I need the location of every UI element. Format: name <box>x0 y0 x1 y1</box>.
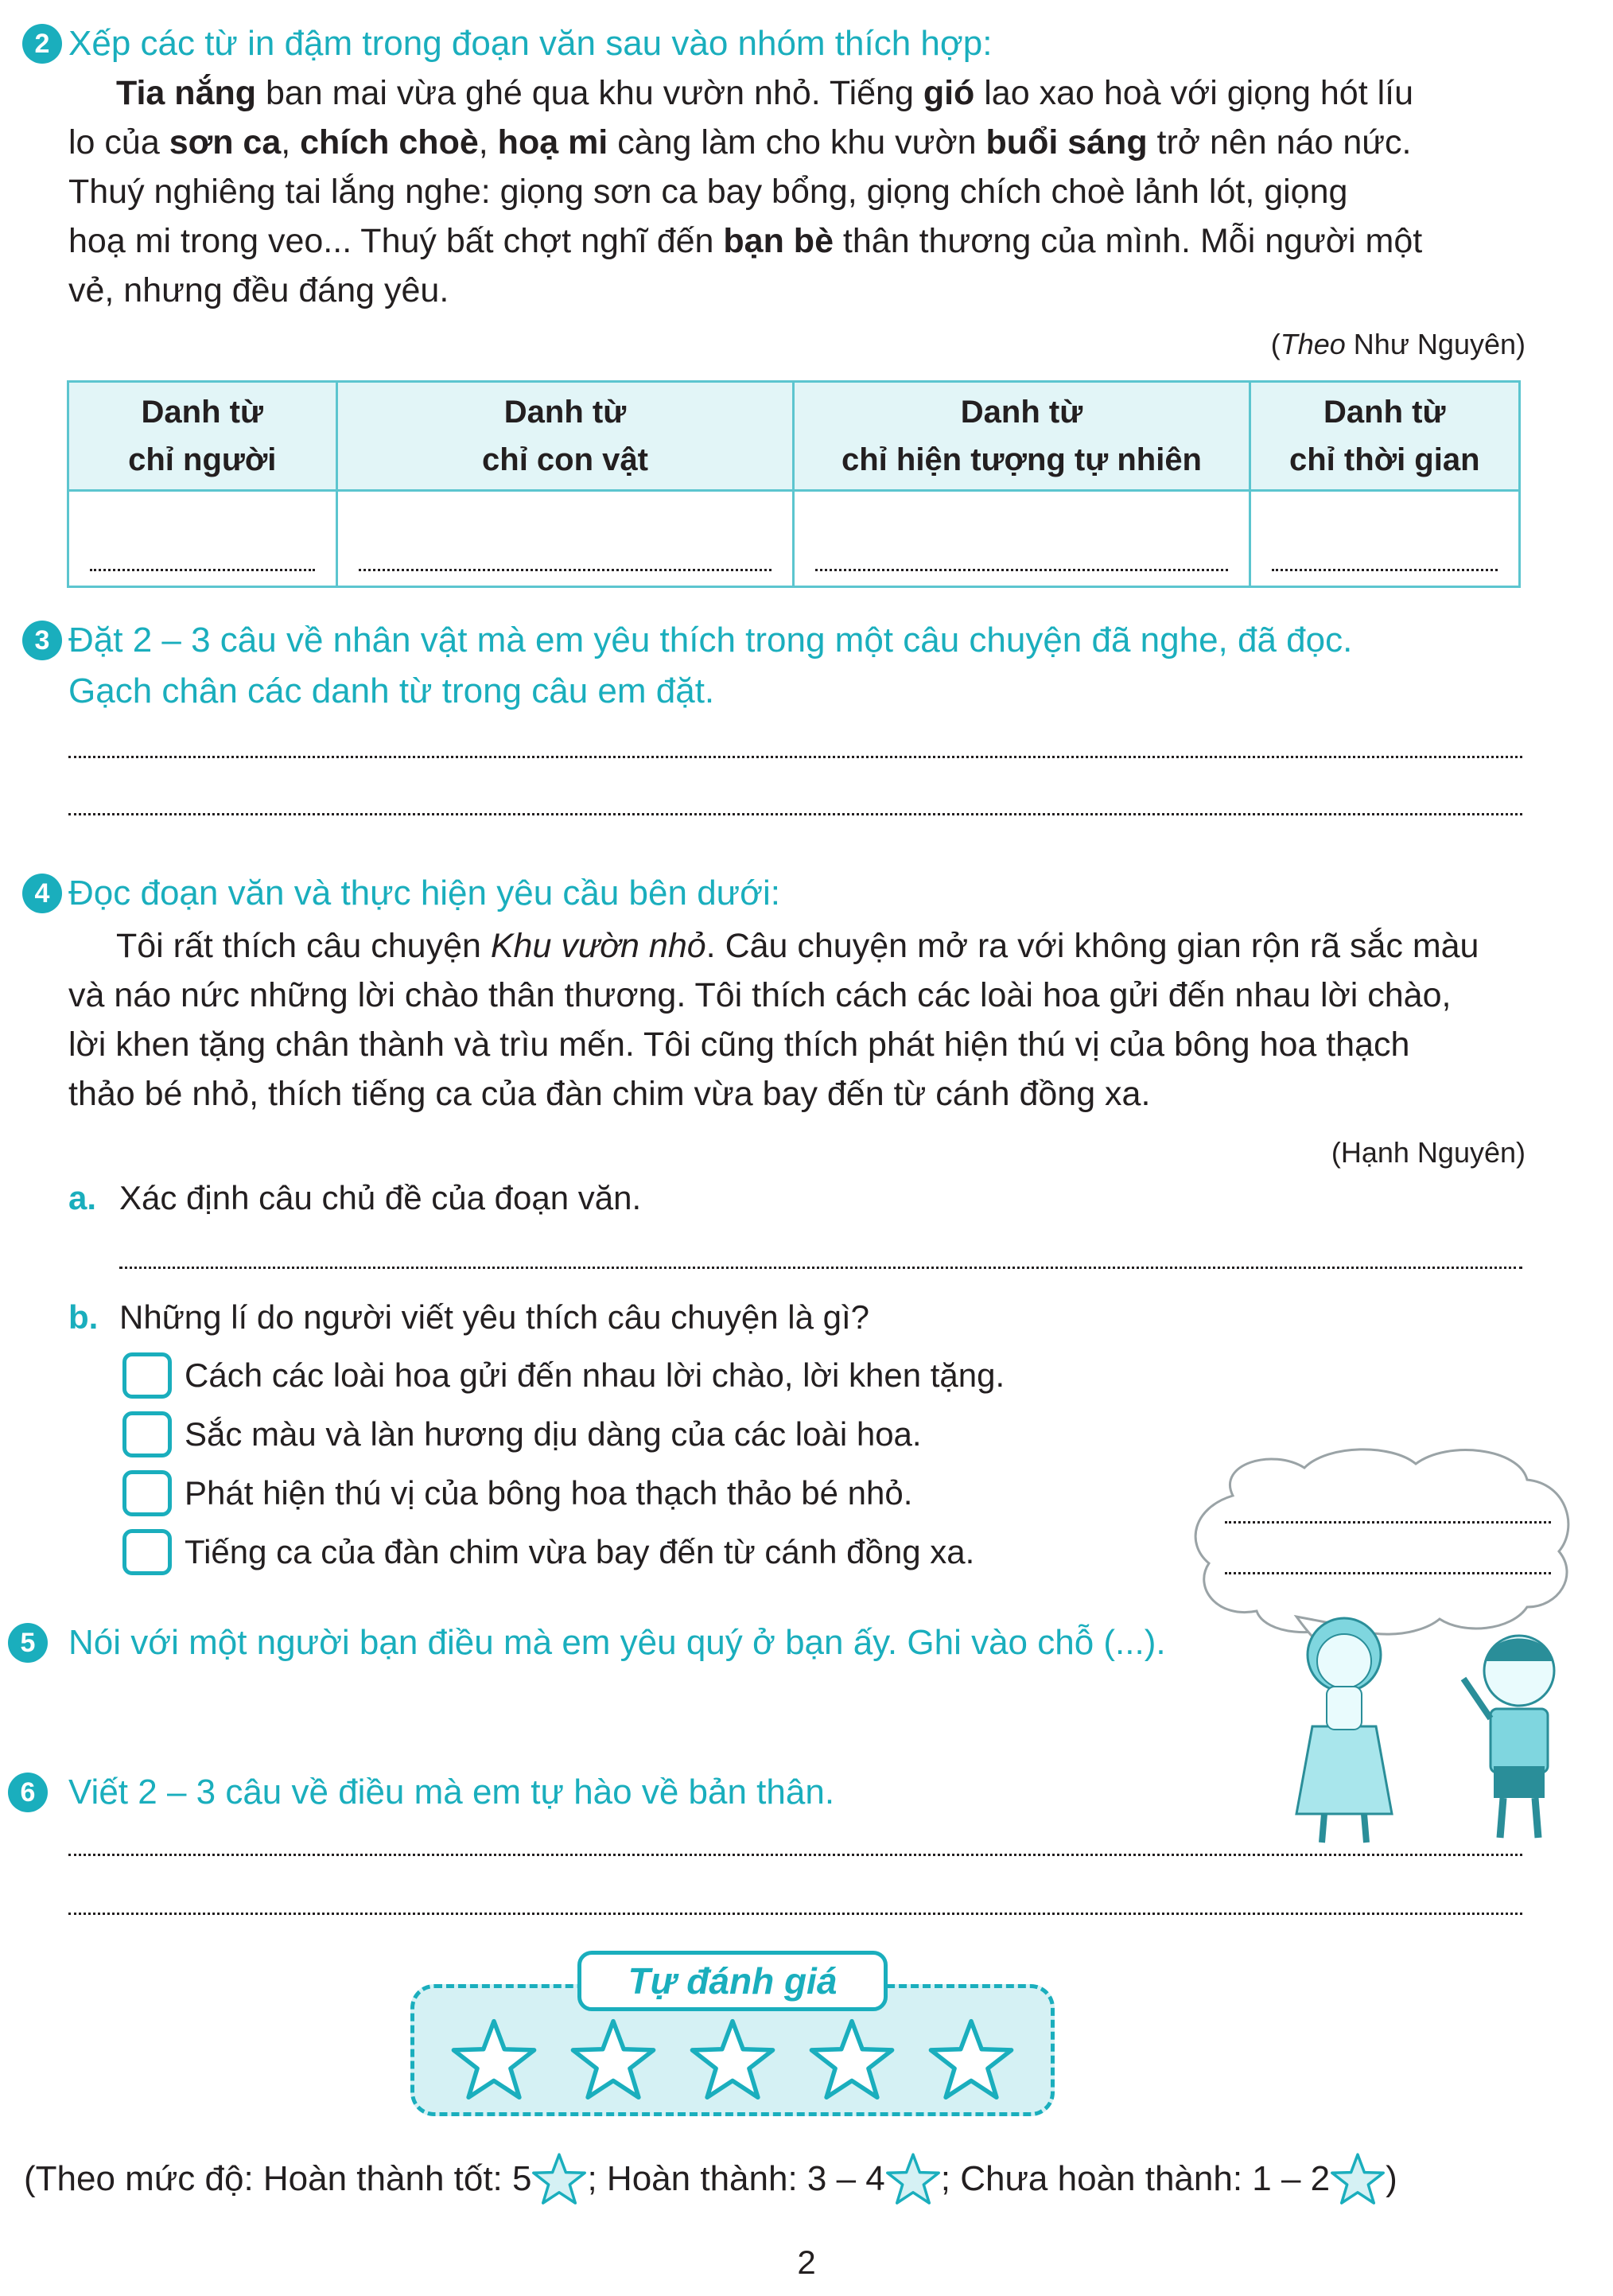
q2-source-rest: Như Nguyên) <box>1345 328 1526 360</box>
option-text: Phát hiện thú vị của bông hoa thạch thảo bé nhỏ. <box>185 1474 913 1512</box>
star-icon[interactable] <box>811 2022 892 2098</box>
rating-stars[interactable] <box>445 2013 1018 2108</box>
option-text: Tiếng ca của đàn chim vừa bay đến từ cánh đồng xa. <box>185 1533 975 1570</box>
passage-line <box>68 921 1530 971</box>
option-checkbox[interactable] <box>122 1529 172 1575</box>
answer-line[interactable] <box>68 813 1522 815</box>
page-number: 2 <box>797 2243 816 2281</box>
passage-run: ban mai vừa ghé qua khu vườn nhỏ. Tiếng <box>256 74 923 112</box>
header-line: Danh từ <box>960 395 1083 430</box>
option-checkbox[interactable] <box>122 1470 172 1516</box>
passage-line <box>68 971 1530 1020</box>
question-number-4: 4 <box>22 874 62 913</box>
passage-line <box>68 1020 1530 1069</box>
star-icon[interactable] <box>931 2022 1011 2098</box>
passage-run: Thuý nghiêng tai lắng nghe: giọng sơn ca bay bổng, giọng chích choè lảnh lót, giọng <box>68 173 1348 211</box>
question-2-prompt: Xếp các từ in đậm trong đoạn văn sau vào nhóm thích hợp: <box>68 24 993 63</box>
passage-run: thân thương của mình. Mỗi người một <box>833 222 1423 260</box>
passage-run: lời khen tặng chân thành và trìu mến. Tôi cũng thích phát hiện thú vị của bông hoa thạch <box>68 1025 1410 1064</box>
answer-line[interactable] <box>68 1854 1522 1856</box>
passage-run: lo của <box>68 123 169 161</box>
q2-source-italic: Theo <box>1280 328 1346 360</box>
header-line: Danh từ <box>141 395 263 430</box>
answer-line[interactable] <box>68 756 1522 758</box>
question-4-prompt: Đọc đoạn văn và thực hiện yêu cầu bên dưới: <box>68 874 780 913</box>
passage-line <box>68 266 1530 315</box>
q4b-text: Những lí do người viết yêu thích câu chuyện là gì? <box>119 1298 869 1336</box>
passage-line <box>68 1069 1530 1119</box>
passage-run: lao xao hoà với giọng hót líu <box>974 74 1414 112</box>
star-icon[interactable] <box>573 2022 653 2098</box>
answer-line[interactable] <box>119 1267 1522 1269</box>
answer-cell[interactable] <box>1250 491 1520 587</box>
q2-source-open: ( <box>1270 328 1281 360</box>
passage-line <box>68 68 1530 118</box>
q4a-label: a. <box>68 1179 97 1216</box>
table-header-cell <box>336 382 794 491</box>
passage-run: sơn ca <box>169 123 282 161</box>
passage-run: . Câu chuyện mở ra với không gian rộn rã sắc màu <box>705 927 1479 965</box>
passage-run: chích choè <box>300 123 479 161</box>
passage-run: Tôi rất thích câu chuyện <box>116 927 491 965</box>
children-talking-illustration <box>1265 1607 1599 1854</box>
passage-run: vẻ, nhưng đều đáng yêu. <box>68 271 449 309</box>
question-5-text: Nói với một người bạn điều mà em yêu quý ở bạn ấy. Ghi vào chỗ (...). <box>68 1623 1166 1662</box>
q2-source <box>1271 328 1526 361</box>
passage-run: hoạ mi trong veo... Thuý bất chợt nghĩ đến <box>68 222 724 260</box>
header-line: chỉ hiện tượng tự nhiên <box>841 442 1202 477</box>
option-text: Cách các loài hoa gửi đến nhau lời chào, lời khen tặng. <box>185 1356 1005 1394</box>
passage-run: trở nên náo nức. <box>1147 123 1412 161</box>
question-3-line-1: Đặt 2 – 3 câu về nhân vật mà em yêu thích trong một câu chuyện đã nghe, đã đọc. <box>68 621 1353 660</box>
header-line: Danh từ <box>503 395 627 430</box>
passage-run: càng làm cho khu vườn <box>608 123 986 161</box>
option-checkbox[interactable] <box>122 1411 172 1457</box>
q4a-text: Xác định câu chủ đề của đoạn văn. <box>119 1179 642 1216</box>
legend-good: (Theo mức độ: Hoàn thành tốt: 5 <box>24 2159 532 2198</box>
table-header-cell <box>1250 382 1520 491</box>
q4b-label: b. <box>68 1298 99 1336</box>
legend-close: ) <box>1386 2159 1397 2198</box>
header-line: chỉ người <box>128 442 277 477</box>
passage-run: thảo bé nhỏ, thích tiếng ca của đàn chim vừa bay đến từ cánh đồng xa. <box>68 1075 1151 1113</box>
passage-line <box>68 216 1530 266</box>
bubble-answer-line[interactable] <box>1225 1572 1551 1574</box>
passage-run: bạn bè <box>723 222 834 260</box>
question-number-6: 6 <box>8 1773 48 1812</box>
question-number-5: 5 <box>8 1623 48 1663</box>
answer-cell[interactable] <box>336 491 794 587</box>
table-header-cell <box>68 382 337 491</box>
star-icon <box>1330 2151 1386 2207</box>
question-number-3: 3 <box>22 621 62 660</box>
answer-cell[interactable] <box>68 491 337 587</box>
answer-dotted-line <box>1272 569 1498 571</box>
passage-run: hoạ mi <box>497 123 608 161</box>
table-header-cell <box>794 382 1250 491</box>
passage-line <box>68 118 1530 167</box>
answer-dotted-line <box>815 569 1227 571</box>
passage-line <box>68 167 1530 216</box>
bubble-answer-line[interactable] <box>1225 1521 1551 1524</box>
header-line: chỉ con vật <box>482 442 648 477</box>
legend-not-done: ; Chưa hoàn thành: 1 – 2 <box>940 2159 1331 2198</box>
header-line: Danh từ <box>1323 395 1446 430</box>
star-icon <box>885 2151 941 2207</box>
star-icon[interactable] <box>453 2022 534 2098</box>
legend-done: ; Hoàn thành: 3 – 4 <box>587 2159 885 2198</box>
passage-run: Tia nắng <box>116 74 257 112</box>
q4-source: (Hạnh Nguyên) <box>1331 1136 1526 1169</box>
passage-run: , <box>281 123 301 161</box>
question-6-text: Viết 2 – 3 câu về điều mà em tự hào về bản thân. <box>68 1773 835 1812</box>
answer-cell[interactable] <box>794 491 1250 587</box>
star-icon[interactable] <box>692 2022 772 2098</box>
passage-run: buổi sáng <box>985 123 1148 161</box>
option-checkbox[interactable] <box>122 1352 172 1399</box>
self-assessment-title: Tự đánh giá <box>577 1951 888 2011</box>
option-text: Sắc màu và làn hương dịu dàng của các loài hoa. <box>185 1415 922 1453</box>
passage-run: gió <box>923 74 975 112</box>
rating-legend <box>24 2151 1397 2207</box>
answer-line[interactable] <box>68 1913 1522 1915</box>
passage-run: và náo nức những lời chào thân thương. Tôi thích cách các loài hoa gửi đến nhau lời chào, <box>68 976 1452 1014</box>
passage-run: Khu vườn nhỏ <box>490 927 706 965</box>
answer-dotted-line <box>359 569 772 571</box>
passage-run: , <box>478 123 498 161</box>
answer-dotted-line <box>90 569 315 571</box>
star-icon <box>531 2151 587 2207</box>
q4-passage <box>68 921 1530 1119</box>
q2-passage <box>68 68 1530 315</box>
question-3-line-2: Gạch chân các danh từ trong câu em đặt. <box>68 671 715 710</box>
header-line: chỉ thời gian <box>1288 442 1480 477</box>
question-number-2: 2 <box>22 24 62 64</box>
noun-classification-table <box>67 380 1521 588</box>
